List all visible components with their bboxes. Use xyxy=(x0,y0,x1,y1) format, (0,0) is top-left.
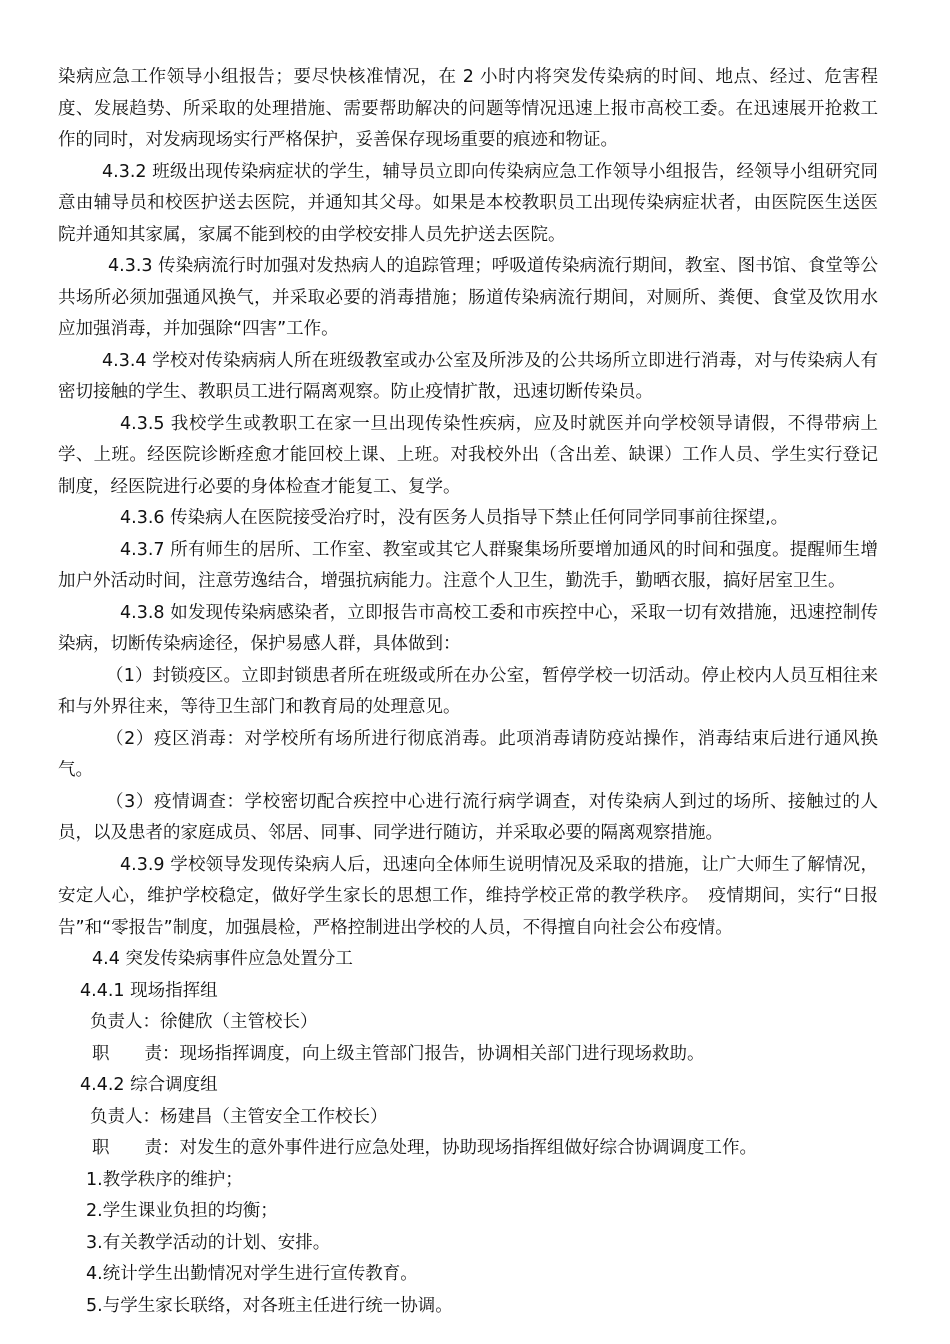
list-item: 1.教学秩序的维护； xyxy=(86,1169,243,1190)
responsible-person-4-4-2: 负责人：杨建昌（主管安全工作校长） xyxy=(90,1106,388,1127)
paragraph-4-3-8: 4.3.8 如发现传染病感染者，立即报告市高校工委和市疾控中心，采取一切有效措施，迅速控制传染病，切断传染病途径，保护易感人群，具体做到： xyxy=(58,602,878,654)
responsible-person-4-4-1: 负责人：徐健欣（主管校长） xyxy=(90,1012,318,1032)
paragraph-4-3-2: 4.3.2 班级出现传染病症状的学生，辅导员立即向传染病应急工作领导小组报告，经领导小组研究同意由辅导员和校医护送去医院，并通知其父母。如果是本校教职员工出现传染病症状者，由医院医生送医院并通知其家属，家属不能到校的由学校安排人员先护送去医院。 xyxy=(58,161,878,245)
paragraph-intro: 染病应急工作领导小组报告；要尽快核准情况，在 2 小时内将突发传染病的时间、地点、经过、危害程度、发展趋势、所采取的处理措施、需要帮助解决的问题等情况迅速上报市高校工委。在迅速展开抢救工作的同时，对发病现场实行严格保护，妥善保存现场重要的痕迹和物证。 xyxy=(58,67,878,150)
list-item: 3.有关教学活动的计划、安排。 xyxy=(86,1232,331,1253)
list-item: 5.与学生家长联络，对各班主任进行统一协调。 xyxy=(86,1295,453,1316)
paragraph-4-3-9: 4.3.9 学校领导发现传染病人后，迅速向全体师生说明情况及采取的措施，让广大师生了解情况，安定人心，维护学校稳定，做好学生家长的思想工作，维持学校正常的教学秩序。 疫情期间，实行“日报告”和“零报告”制度，加强晨检，严格控制进出学校的人员，不得擅自向社会公布疫情。 xyxy=(58,854,878,938)
subsection-heading-4-4-1: 4.4.1 现场指挥组 xyxy=(80,980,218,1001)
list-item: 4.统计学生出勤情况对学生进行宣传教育。 xyxy=(86,1264,418,1284)
paragraph-4-3-8-item-1: （1）封锁疫区。立即封锁患者所在班级或所在办公室，暂停学校一切活动。停止校内人员互相往来和与外界往来，等待卫生部门和教育局的处理意见。 xyxy=(58,665,878,717)
section-heading-4-4: 4.4 突发传染病事件应急处置分工 xyxy=(92,949,353,969)
duty-4-4-2: 职 责：对发生的意外事件进行应急处理，协助现场指挥组做好综合协调调度工作。 xyxy=(92,1138,757,1158)
subsection-heading-4-4-2: 4.4.2 综合调度组 xyxy=(80,1075,218,1095)
paragraph-4-3-8-item-2: （2）疫区消毒：对学校所有场所进行彻底消毒。此项消毒请防疫站操作，消毒结束后进行通风换气。 xyxy=(58,728,878,780)
paragraph-4-3-6: 4.3.6 传染病人在医院接受治疗时，没有医务人员指导下禁止任何同学同事前往探望,。 xyxy=(120,508,789,528)
paragraph-4-3-8-item-3: （3）疫情调查：学校密切配合疾控中心进行流行病学调查，对传染病人到过的场所、接触过的人员，以及患者的家庭成员、邻居、同事、同学进行随访，并采取必要的隔离观察措施。 xyxy=(58,791,878,843)
list-item: 2.学生课业负担的均衡； xyxy=(86,1201,278,1221)
paragraph-4-3-7: 4.3.7 所有师生的居所、工作室、教室或其它人群聚集场所要增加通风的时间和强度。提醒师生增加户外活动时间，注意劳逸结合，增强抗病能力。注意个人卫生，勤洗手，勤晒衣服，搞好居室卫生。 xyxy=(58,539,878,591)
paragraph-4-3-4: 4.3.4 学校对传染病病人所在班级教室或办公室及所涉及的公共场所立即进行消毒，对与传染病人有密切接触的学生、教职员工进行隔离观察。防止疫情扩散，迅速切断传染员。 xyxy=(58,350,878,402)
paragraph-4-3-3: 4.3.3 传染病流行时加强对发热病人的追踪管理；呼吸道传染病流行期间，教室、图书馆、食堂等公共场所必须加强通风换气，并采取必要的消毒措施；肠道传染病流行期间，对厕所、粪便、食堂及饮用水应加强消毒，并加强除“四害”工作。 xyxy=(58,256,878,339)
document-page xyxy=(58,62,878,1322)
duty-4-4-1: 职 责：现场指挥调度，向上级主管部门报告，协调相关部门进行现场救助。 xyxy=(92,1043,705,1064)
paragraph-4-3-5: 4.3.5 我校学生或教职工在家一旦出现传染性疾病，应及时就医并向学校领导请假，不得带病上学、上班。经医院诊断痊愈才能回校上课、上班。对我校外出（含出差、缺课）工作人员、学生实行登记制度，经医院进行必要的身体检查才能复工、复学。 xyxy=(58,413,878,497)
